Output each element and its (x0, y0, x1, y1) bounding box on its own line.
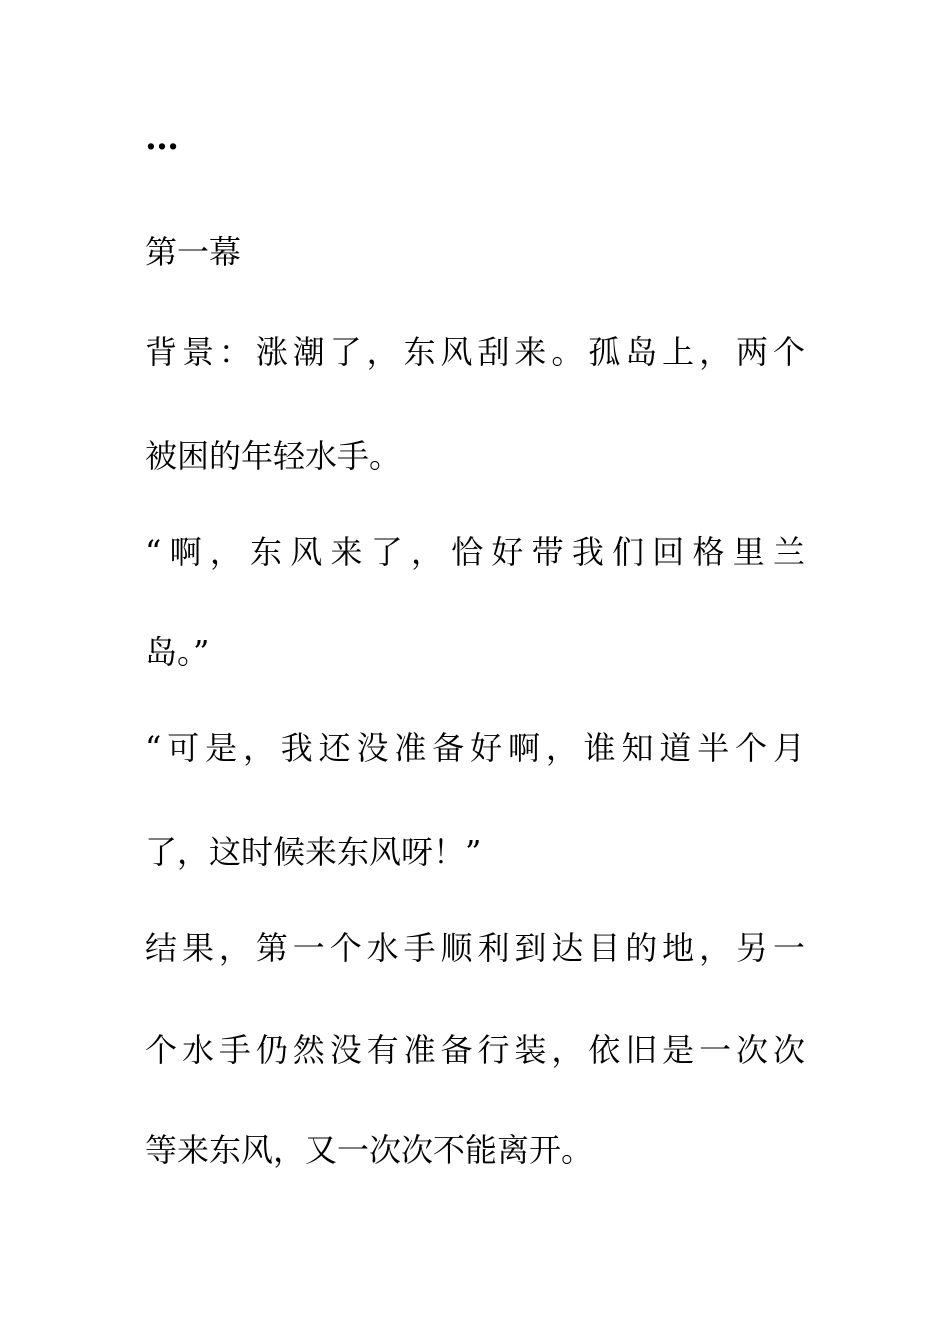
paragraph-line-3: “啊，东风来了，恰好带我们回格里兰 (145, 533, 805, 571)
paragraph-line-8: 个水手仍然没有准备行装，依旧是一次次 (145, 1031, 805, 1069)
paragraph-line-7: 结果，第一个水手顺利到达目的地，另一 (145, 929, 805, 967)
ellipsis-mark: … (145, 118, 179, 158)
paragraph-line-6: 了，这时候来东风呀！” (145, 833, 482, 871)
act-heading: 第一幕 (145, 233, 242, 271)
paragraph-line-4: 岛。” (145, 633, 210, 671)
paragraph-line-2: 被困的年轻水手。 (145, 437, 402, 475)
paragraph-line-1: 背景：涨潮了，东风刮来。孤岛上，两个 (145, 333, 805, 371)
paragraph-line-5: “可是，我还没准备好啊，谁知道半个月 (145, 729, 805, 767)
paragraph-line-9: 等来东风，又一次次不能离开。 (145, 1131, 594, 1169)
